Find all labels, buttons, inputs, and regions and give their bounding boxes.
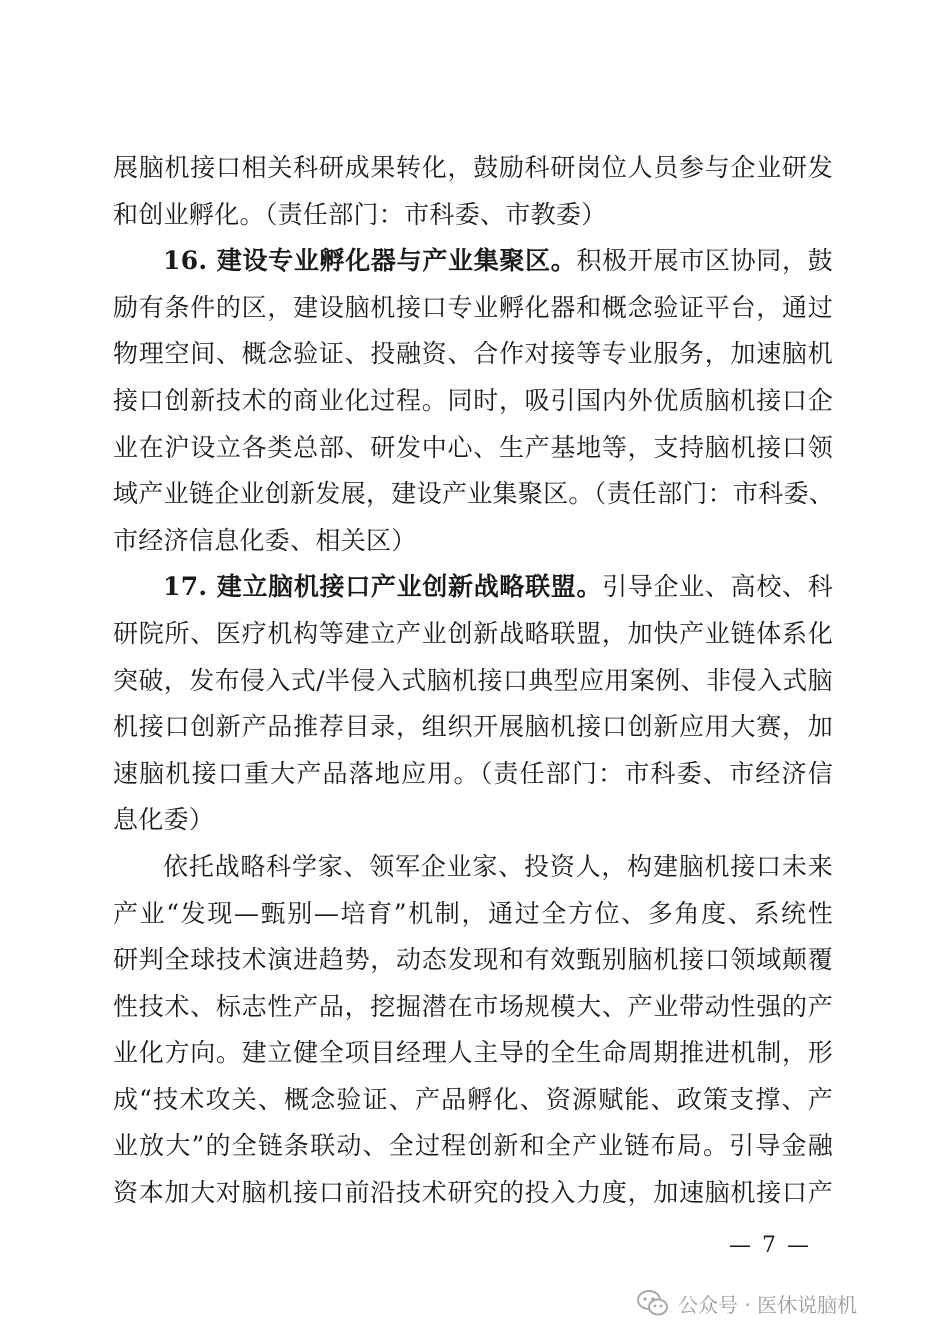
section-heading-line: 17. 建立脑机接口产业创新战略联盟。引导企业、高校、科 <box>163 572 834 602</box>
wechat-icon <box>636 1288 670 1318</box>
text-line: 突破，发布侵入式/半侵入式脑机接口典型应用案例、非侵入式脑 <box>113 665 833 695</box>
watermark-text: 公众号 · 医休说脑机 <box>678 1292 858 1317</box>
text-line: 业在沪设立各类总部、研发中心、生产基地等，支持脑机接口领 <box>113 432 833 462</box>
text-line: 息化委） <box>113 805 215 835</box>
section-heading: 16. 建设专业孵化器与产业集聚区。 <box>163 246 577 276</box>
watermark <box>636 1285 857 1321</box>
text-line: 机接口创新产品推荐目录，组织开展脑机接口创新应用大赛，加 <box>113 712 833 742</box>
text-line: 速脑机接口重大产品落地应用。（责任部门：市科委、市经济信 <box>113 758 833 788</box>
text-line: 业化方向。建立健全项目经理人主导的全生命周期推进机制，形 <box>113 1038 833 1068</box>
text-line: 产业“发现—甄别—培育”机制，通过全方位、多角度、系统性 <box>113 898 833 928</box>
paragraph-first-line: 依托战略科学家、领军企业家、投资人，构建脑机接口未来 <box>163 851 833 881</box>
section-heading-line: 16. 建设专业孵化器与产业集聚区。积极开展市区协同，鼓 <box>163 246 833 276</box>
text-line: 和创业孵化。（责任部门：市科委、市教委） <box>113 199 607 229</box>
text-line: 展脑机接口相关科研成果转化，鼓励科研岗位人员参与企业研发 <box>113 153 833 182</box>
page-number: — 7 — <box>729 1233 811 1258</box>
text-line: 性技术、标志性产品，挖掘潜在市场规模大、产业带动性强的产 <box>113 991 833 1021</box>
text-line: 资本加大对脑机接口前沿技术研究的投入力度，加速脑机接口产 <box>113 1178 833 1208</box>
text-line: 域产业链企业创新发展，建设产业集聚区。（责任部门：市科委、 <box>113 479 835 509</box>
document-body <box>113 145 833 1217</box>
text-line: 接口创新技术的商业化过程。同时，吸引国内外优质脑机接口企 <box>113 385 833 415</box>
text-line: 成“技术攻关、概念验证、产品孵化、资源赋能、政策支撑、产 <box>113 1084 833 1114</box>
text-line: 物理空间、概念验证、投融资、合作对接等专业服务，加速脑机 <box>113 339 833 369</box>
text-line: 研院所、医疗机构等建立产业创新战略联盟，加快产业链体系化 <box>113 618 833 648</box>
text-line: 励有条件的区，建设脑机接口专业孵化器和概念验证平台，通过 <box>113 292 833 322</box>
text-line: 业放大”的全链条联动、全过程创新和全产业链布局。引导金融 <box>113 1131 833 1161</box>
section-heading: 17. 建立脑机接口产业创新战略联盟。 <box>163 572 603 602</box>
text-line: 市经济信息化委、相关区） <box>113 525 417 555</box>
text-line: 研判全球技术演进趋势，动态发现和有效甄别脑机接口领域颠覆 <box>113 945 833 975</box>
